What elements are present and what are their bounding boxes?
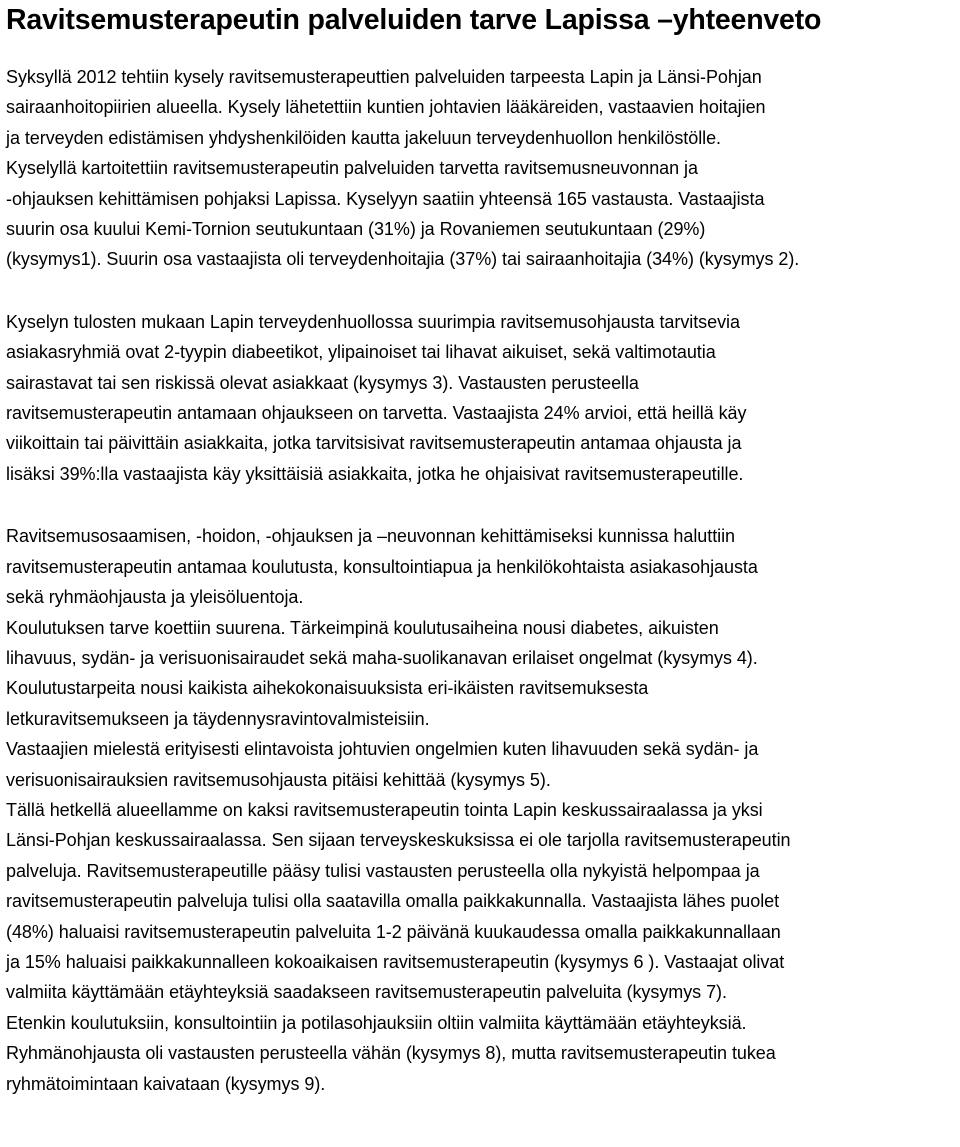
paragraph-survey-results [6,307,958,489]
text-line: palveluja. Ravitsemusterapeutille pääsy tulisi vastausten perusteella olla nykyistä helpompaa ja [6,860,760,881]
paragraph-development-needs [6,521,958,1099]
text-line: viikoittain tai päivittäin asiakkaita, jotka tarvitsisivat ravitsemusterapeutin antamaa ohjausta ja [6,433,742,454]
text-line: (kysymys1). Suurin osa vastaajista oli terveydenhoitajia (37%) tai sairaanhoitajia (34%) (kysymys 2). [6,249,800,270]
text-line: Länsi-Pohjan keskussairaalassa. Sen sijaan terveyskeskuksissa ei ole tarjolla ravitsemusterapeutin [6,830,791,851]
text-line: ravitsemusterapeutin antamaa koulutusta, konsultointiapua ja henkilökohtaista asiakasohjausta [6,556,758,577]
text-line: sairastavat tai sen riskissä olevat asiakkaat (kysymys 3). Vastausten perusteella [6,372,639,393]
text-line: ravitsemusterapeutin palveluja tulisi olla saatavilla omalla paikkakunnalla. Vastaajista lähes puolet [6,891,780,912]
text-line: asiakasryhmiä ovat 2-tyypin diabeetikot, ylipainoiset tai lihavat aikuiset, sekä valtimotautia [6,342,716,363]
text-line: Etenkin koulutuksiin, konsultointiin ja potilasohjauksiin oltiin valmiita käyttämään etäyhteyksiä. [6,1012,747,1033]
paragraph-survey-intro [6,62,958,275]
text-line: ja 15% haluaisi paikkakunnalleen kokoaikaisen ravitsemusterapeutin (kysymys 6 ). Vastaajat olivat [6,951,785,972]
text-line: Ryhmänohjausta oli vastausten perusteella vähän (kysymys 8), mutta ravitsemusterapeutin tukea [6,1043,776,1064]
text-line: ryhmätoimintaan kaivataan (kysymys 9). [6,1073,326,1094]
text-line: Kyselyllä kartoitettiin ravitsemusterapeutin palveluiden tarvetta ravitsemusneuvonnan ja [6,158,698,179]
text-line: Koulutuksen tarve koettiin suurena. Tärkeimpinä koulutusaiheina nousi diabetes, aikuisten [6,617,719,638]
text-line: (48%) haluaisi ravitsemusterapeutin palveluita 1-2 päivänä kuukaudessa omalla paikkakunnallaan [6,921,781,942]
text-line: Tällä hetkellä alueellamme on kaksi ravitsemusterapeutin tointa Lapin keskussairaalassa ja yksi [6,799,763,820]
document-body [6,62,958,1099]
text-line: ravitsemusterapeutin antamaan ohjaukseen on tarvetta. Vastaajista 24% arvioi, että heillä käy [6,403,747,424]
text-line: lisäksi 39%:lla vastaajista käy yksittäisiä asiakkaita, jotka he ohjaisivat ravitsemusterapeutille. [6,463,744,484]
text-line: letkuravitsemukseen ja täydennysravintovalmisteisiin. [6,708,430,729]
text-line: ja terveyden edistämisen yhdyshenkilöiden kautta jakeluun terveydenhuollon henkilöstölle. [6,127,722,148]
document-page [6,0,958,1099]
text-line: Kyselyn tulosten mukaan Lapin terveydenhuollossa suurimpia ravitsemusohjausta tarvitsevia [6,311,740,332]
text-line: Koulutustarpeita nousi kaikista aihekokonaisuuksista eri-ikäisten ravitsemuksesta [6,678,649,699]
text-line: lihavuus, sydän- ja verisuonisairaudet sekä maha-suolikanavan erilaiset ongelmat (kysymys 4). [6,647,758,668]
text-line: suurin osa kuului Kemi-Tornion seutukuntaan (31%) ja Rovaniemen seutukuntaan (29%) [6,219,706,240]
text-line: -ohjauksen kehittämisen pohjaksi Lapissa. Kyselyyn saatiin yhteensä 165 vastausta. Vastaajista [6,188,765,209]
text-line: verisuonisairauksien ravitsemusohjausta pitäisi kehittää (kysymys 5). [6,769,551,790]
text-line: Vastaajien mielestä erityisesti elintavoista johtuvien ongelmien kuten lihavuuden sekä sydän- ja [6,739,759,760]
text-line: sairaanhoitopiirien alueella. Kysely lähetettiin kuntien johtavien lääkäreiden, vastaavien hoitajien [6,97,766,118]
text-line: Ravitsemusosaamisen, -hoidon, -ohjauksen ja –neuvonnan kehittämiseksi kunnissa haluttiin [6,526,736,547]
text-line: valmiita käyttämään etäyhteyksiä saadakseen ravitsemusterapeutin palveluita (kysymys 7). [6,982,727,1003]
text-line: sekä ryhmäohjausta ja yleisöluentoja. [6,587,304,608]
text-line: Syksyllä 2012 tehtiin kysely ravitsemusterapeuttien palveluiden tarpeesta Lapin ja Länsi-Pohjan [6,67,762,87]
document-title: Ravitsemusterapeutin palveluiden tarve Lapissa –yhteenveto [6,4,822,36]
